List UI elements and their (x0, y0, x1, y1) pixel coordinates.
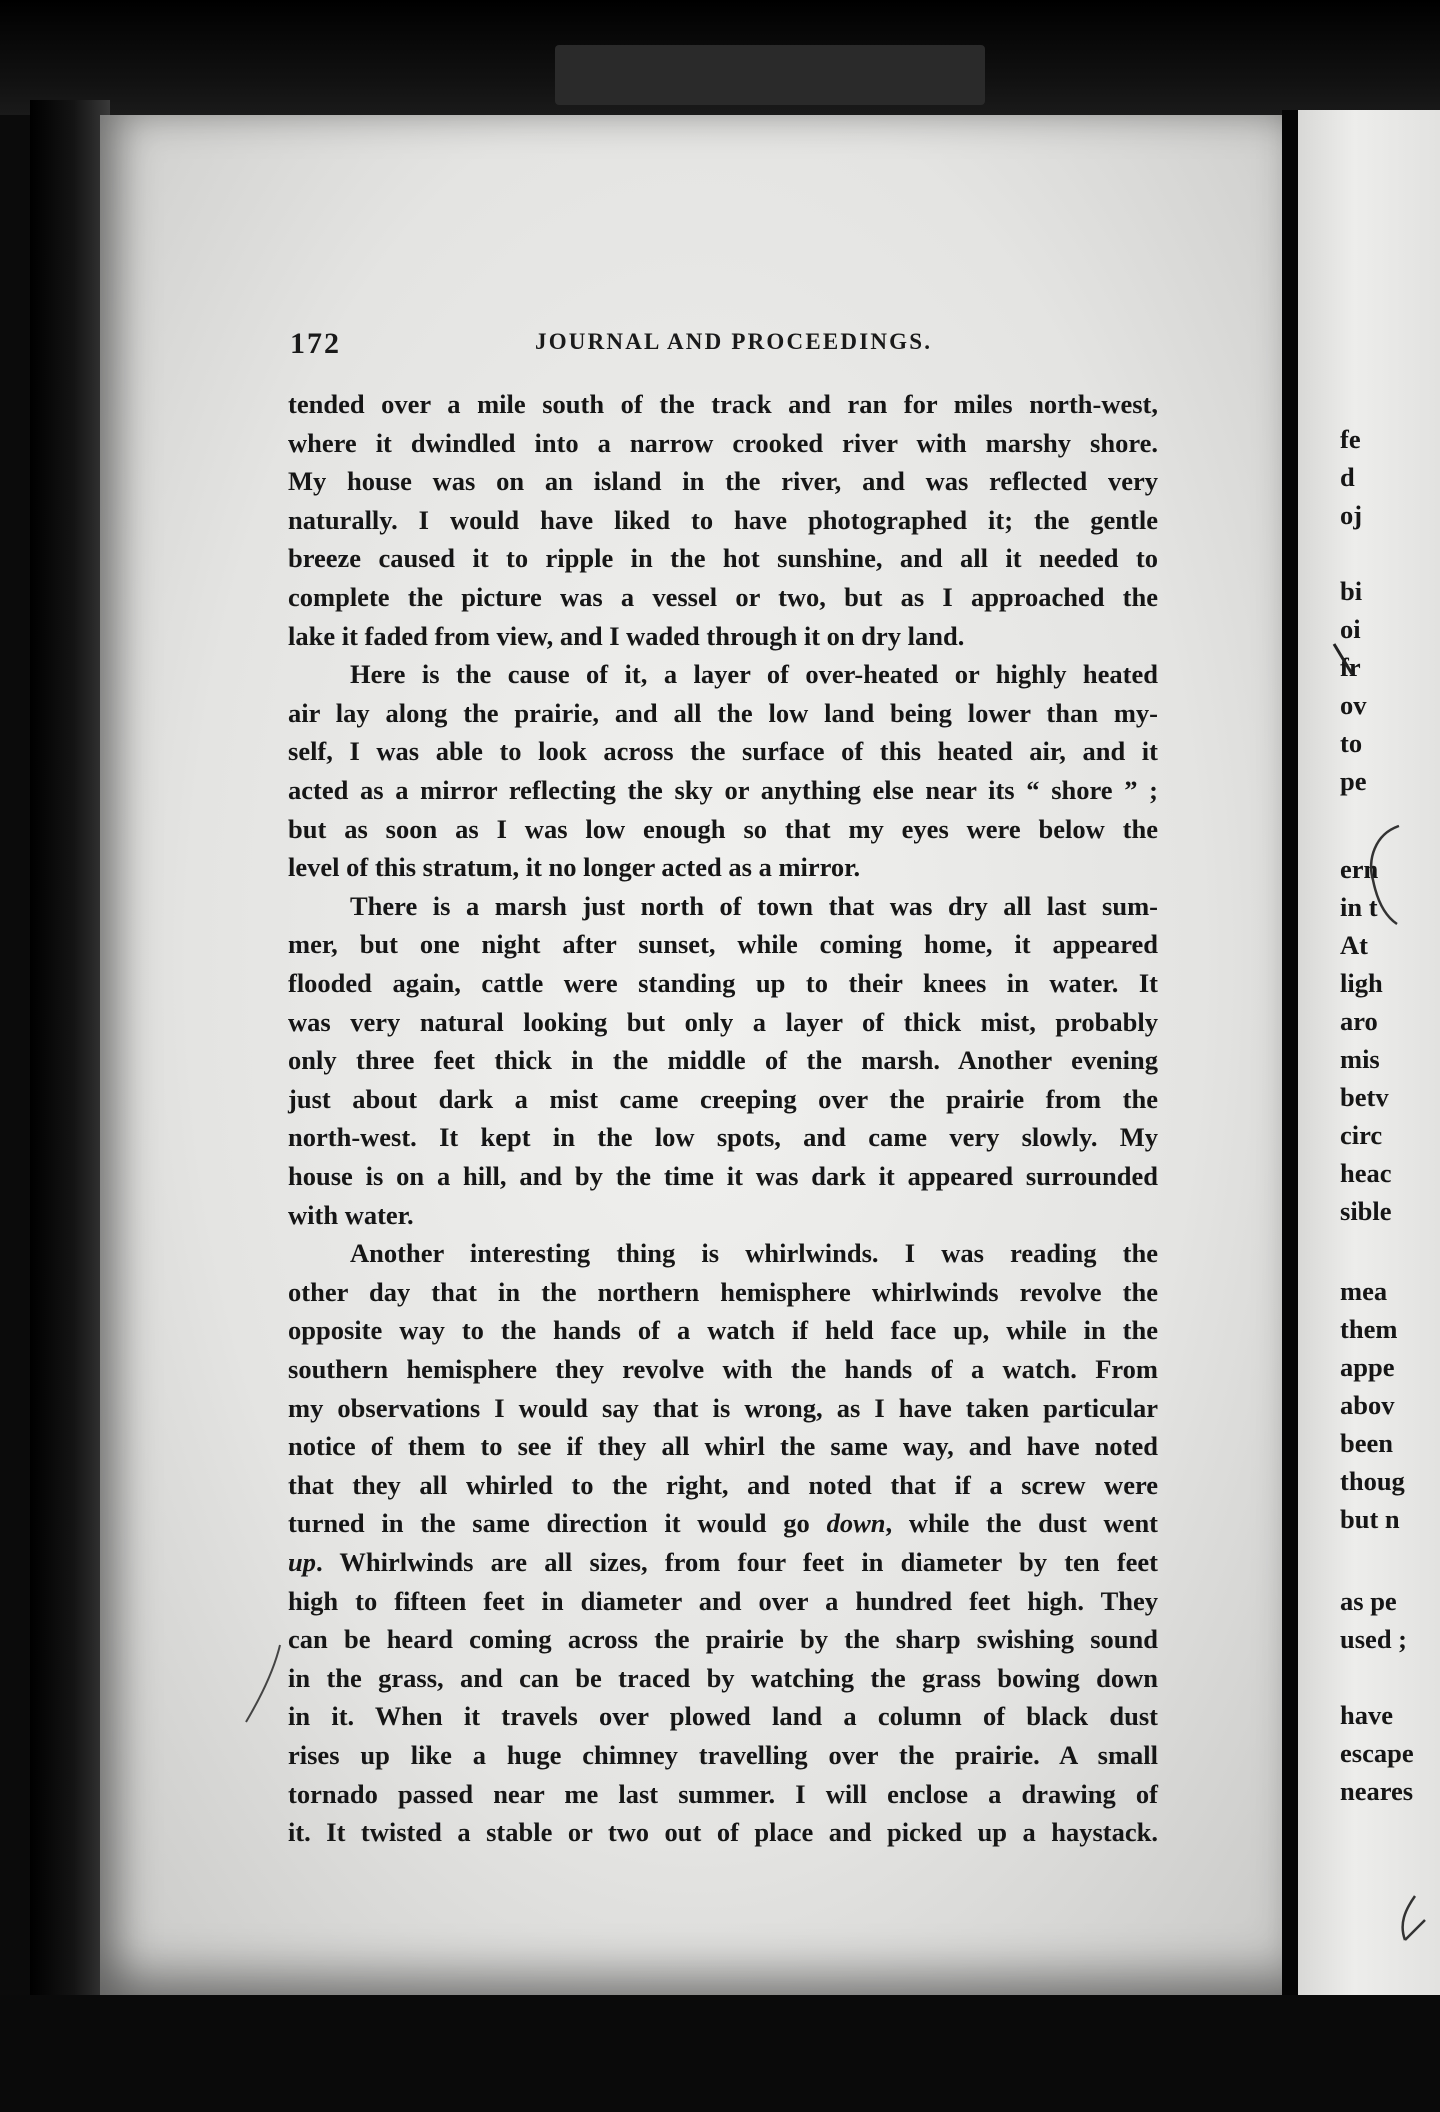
fragment: them (1340, 1314, 1398, 1344)
text-line: just about dark a mist came creeping over the prairie from the (288, 1083, 1158, 1114)
fragment: in t (1340, 892, 1378, 922)
text-line: was very natural looking but only a layer of thick mist, probably (288, 1006, 1158, 1037)
fragment: used ; (1340, 1624, 1408, 1654)
fragment: At (1340, 930, 1368, 960)
text-line: lake it faded from view, and I waded through it on dry land. (288, 620, 965, 651)
text-line (288, 1543, 1158, 1581)
paragraph-start: There is a marsh just north of town that was dry all last sum- (350, 890, 1158, 921)
text-line: that they all whirled to the right, and noted that if a screw were (288, 1469, 1158, 1500)
scan-bottom-border (0, 1995, 1440, 2112)
fragment: but n (1340, 1504, 1400, 1534)
page-number: 172 (290, 327, 341, 360)
text-line: in it. When it travels over plowed land a column of black dust (288, 1701, 1158, 1732)
fragment: betv (1340, 1082, 1389, 1112)
fragment: mea (1340, 1276, 1388, 1306)
pencil-scribble-bottom (1385, 1890, 1435, 1950)
book-gutter (1282, 110, 1298, 2000)
text-line: breeze caused it to ripple in the hot sunshine, and all it needed to (288, 543, 1158, 574)
text-line: level of this stratum, it no longer acted as a mirror. (288, 852, 861, 883)
text-line: mer, but one night after sunset, while coming home, it appeared (288, 929, 1158, 960)
text-line: it. It twisted a stable or two out of place and picked up a haystack. (288, 1817, 1158, 1848)
pencil-tick-mark (1330, 640, 1360, 680)
fragment: escape (1340, 1738, 1414, 1768)
fragment: to (1340, 728, 1363, 758)
text-segment: , while the dust went (885, 1508, 1159, 1539)
fragment: mis (1340, 1044, 1380, 1074)
paragraph-start: Another interesting thing is whirlwinds. I was reading the (350, 1238, 1158, 1269)
fragment: as pe (1340, 1586, 1397, 1616)
fragment: ligh (1340, 968, 1383, 998)
italic-word: up (288, 1547, 316, 1577)
fragment: thoug (1340, 1466, 1405, 1496)
binding-shadow (30, 100, 110, 2000)
text-line: with water. (288, 1199, 414, 1230)
fragment: neares (1340, 1776, 1414, 1806)
text-line: flooded again, cattle were standing up to their knees in water. It (288, 968, 1158, 998)
pencil-mark-margin (240, 1640, 300, 1730)
paragraph-start: Here is the cause of it, a layer of over-heated or highly heated (350, 659, 1158, 690)
text-line: only three feet thick in the middle of the marsh. Another evening (288, 1045, 1158, 1076)
text-line: rises up like a huge chimney travelling over the prairie. A small (288, 1740, 1158, 1770)
text-line: in the grass, and can be traced by watching the grass bowing down (288, 1662, 1158, 1693)
text-line (288, 1504, 1158, 1542)
fragment: fr (1340, 652, 1361, 682)
fragment: oj (1340, 500, 1363, 530)
text-line: high to fifteen feet in diameter and over a hundred feet high. They (288, 1585, 1158, 1616)
text-line: acted as a mirror reflecting the sky or anything else near its “ shore ” ; (288, 775, 1158, 805)
text-line: notice of them to see if they all whirl the same way, and have noted (288, 1431, 1158, 1462)
fragment: sible (1340, 1196, 1392, 1226)
text-line: my observations I would say that is wrong, as I have taken particular (288, 1392, 1158, 1423)
scan-top-tab (555, 45, 985, 105)
text-line: can be heard coming across the prairie by the sharp swishing sound (288, 1624, 1158, 1655)
text-line: southern hemisphere they revolve with the hands of a watch. From (288, 1354, 1158, 1384)
text-line: north-west. It kept in the low spots, and came very slowly. My (288, 1122, 1158, 1153)
fragment: appe (1340, 1352, 1395, 1382)
text-line: complete the picture was a vessel or two, but as I approached the (288, 582, 1158, 612)
text-line: tended over a mile south of the track and ran for miles north-west, (288, 389, 1158, 419)
pencil-bracket-mark (1365, 820, 1405, 930)
text-line: other day that in the northern hemisphere whirlwinds revolve the (288, 1276, 1158, 1307)
fragment: ern (1340, 854, 1379, 884)
italic-word: down (826, 1508, 886, 1539)
fragment: abov (1340, 1390, 1395, 1420)
fragment: pe (1340, 766, 1367, 796)
fragment: have (1340, 1700, 1393, 1730)
fragment: heac (1340, 1158, 1392, 1188)
text-line: air lay along the prairie, and all the low land being lower than my- (288, 697, 1158, 728)
fragment: d (1340, 462, 1355, 492)
fragment: oi (1340, 614, 1361, 644)
text-line: self, I was able to look across the surface of this heated air, and it (288, 736, 1158, 767)
text-line: opposite way to the hands of a watch if held face up, while in the (288, 1315, 1158, 1346)
running-title: JOURNAL AND PROCEEDINGS. (535, 329, 933, 354)
running-head (290, 325, 1170, 365)
text-line: My house was on an island in the river, and was reflected very (288, 466, 1158, 497)
fragment: ov (1340, 690, 1367, 720)
text-line: but as soon as I was low enough so that my eyes were below the (288, 813, 1158, 844)
fragment: bi (1340, 576, 1363, 606)
fragment: fe (1340, 424, 1361, 454)
fragment: aro (1340, 1006, 1378, 1036)
text-line: where it dwindled into a narrow crooked river with marshy shore. (288, 427, 1158, 458)
fragment: been (1340, 1428, 1393, 1458)
text-segment: . Whirlwinds are all sizes, from four feet in diameter by ten feet (316, 1547, 1158, 1577)
text-segment: turned in the same direction it would go (288, 1508, 810, 1539)
fragment: circ (1340, 1120, 1383, 1150)
text-line: house is on a hill, and by the time it was dark it appeared surrounded (288, 1161, 1158, 1191)
text-line: tornado passed near me last summer. I will enclose a drawing of (288, 1778, 1158, 1809)
text-line: naturally. I would have liked to have photographed it; the gentle (288, 504, 1158, 535)
